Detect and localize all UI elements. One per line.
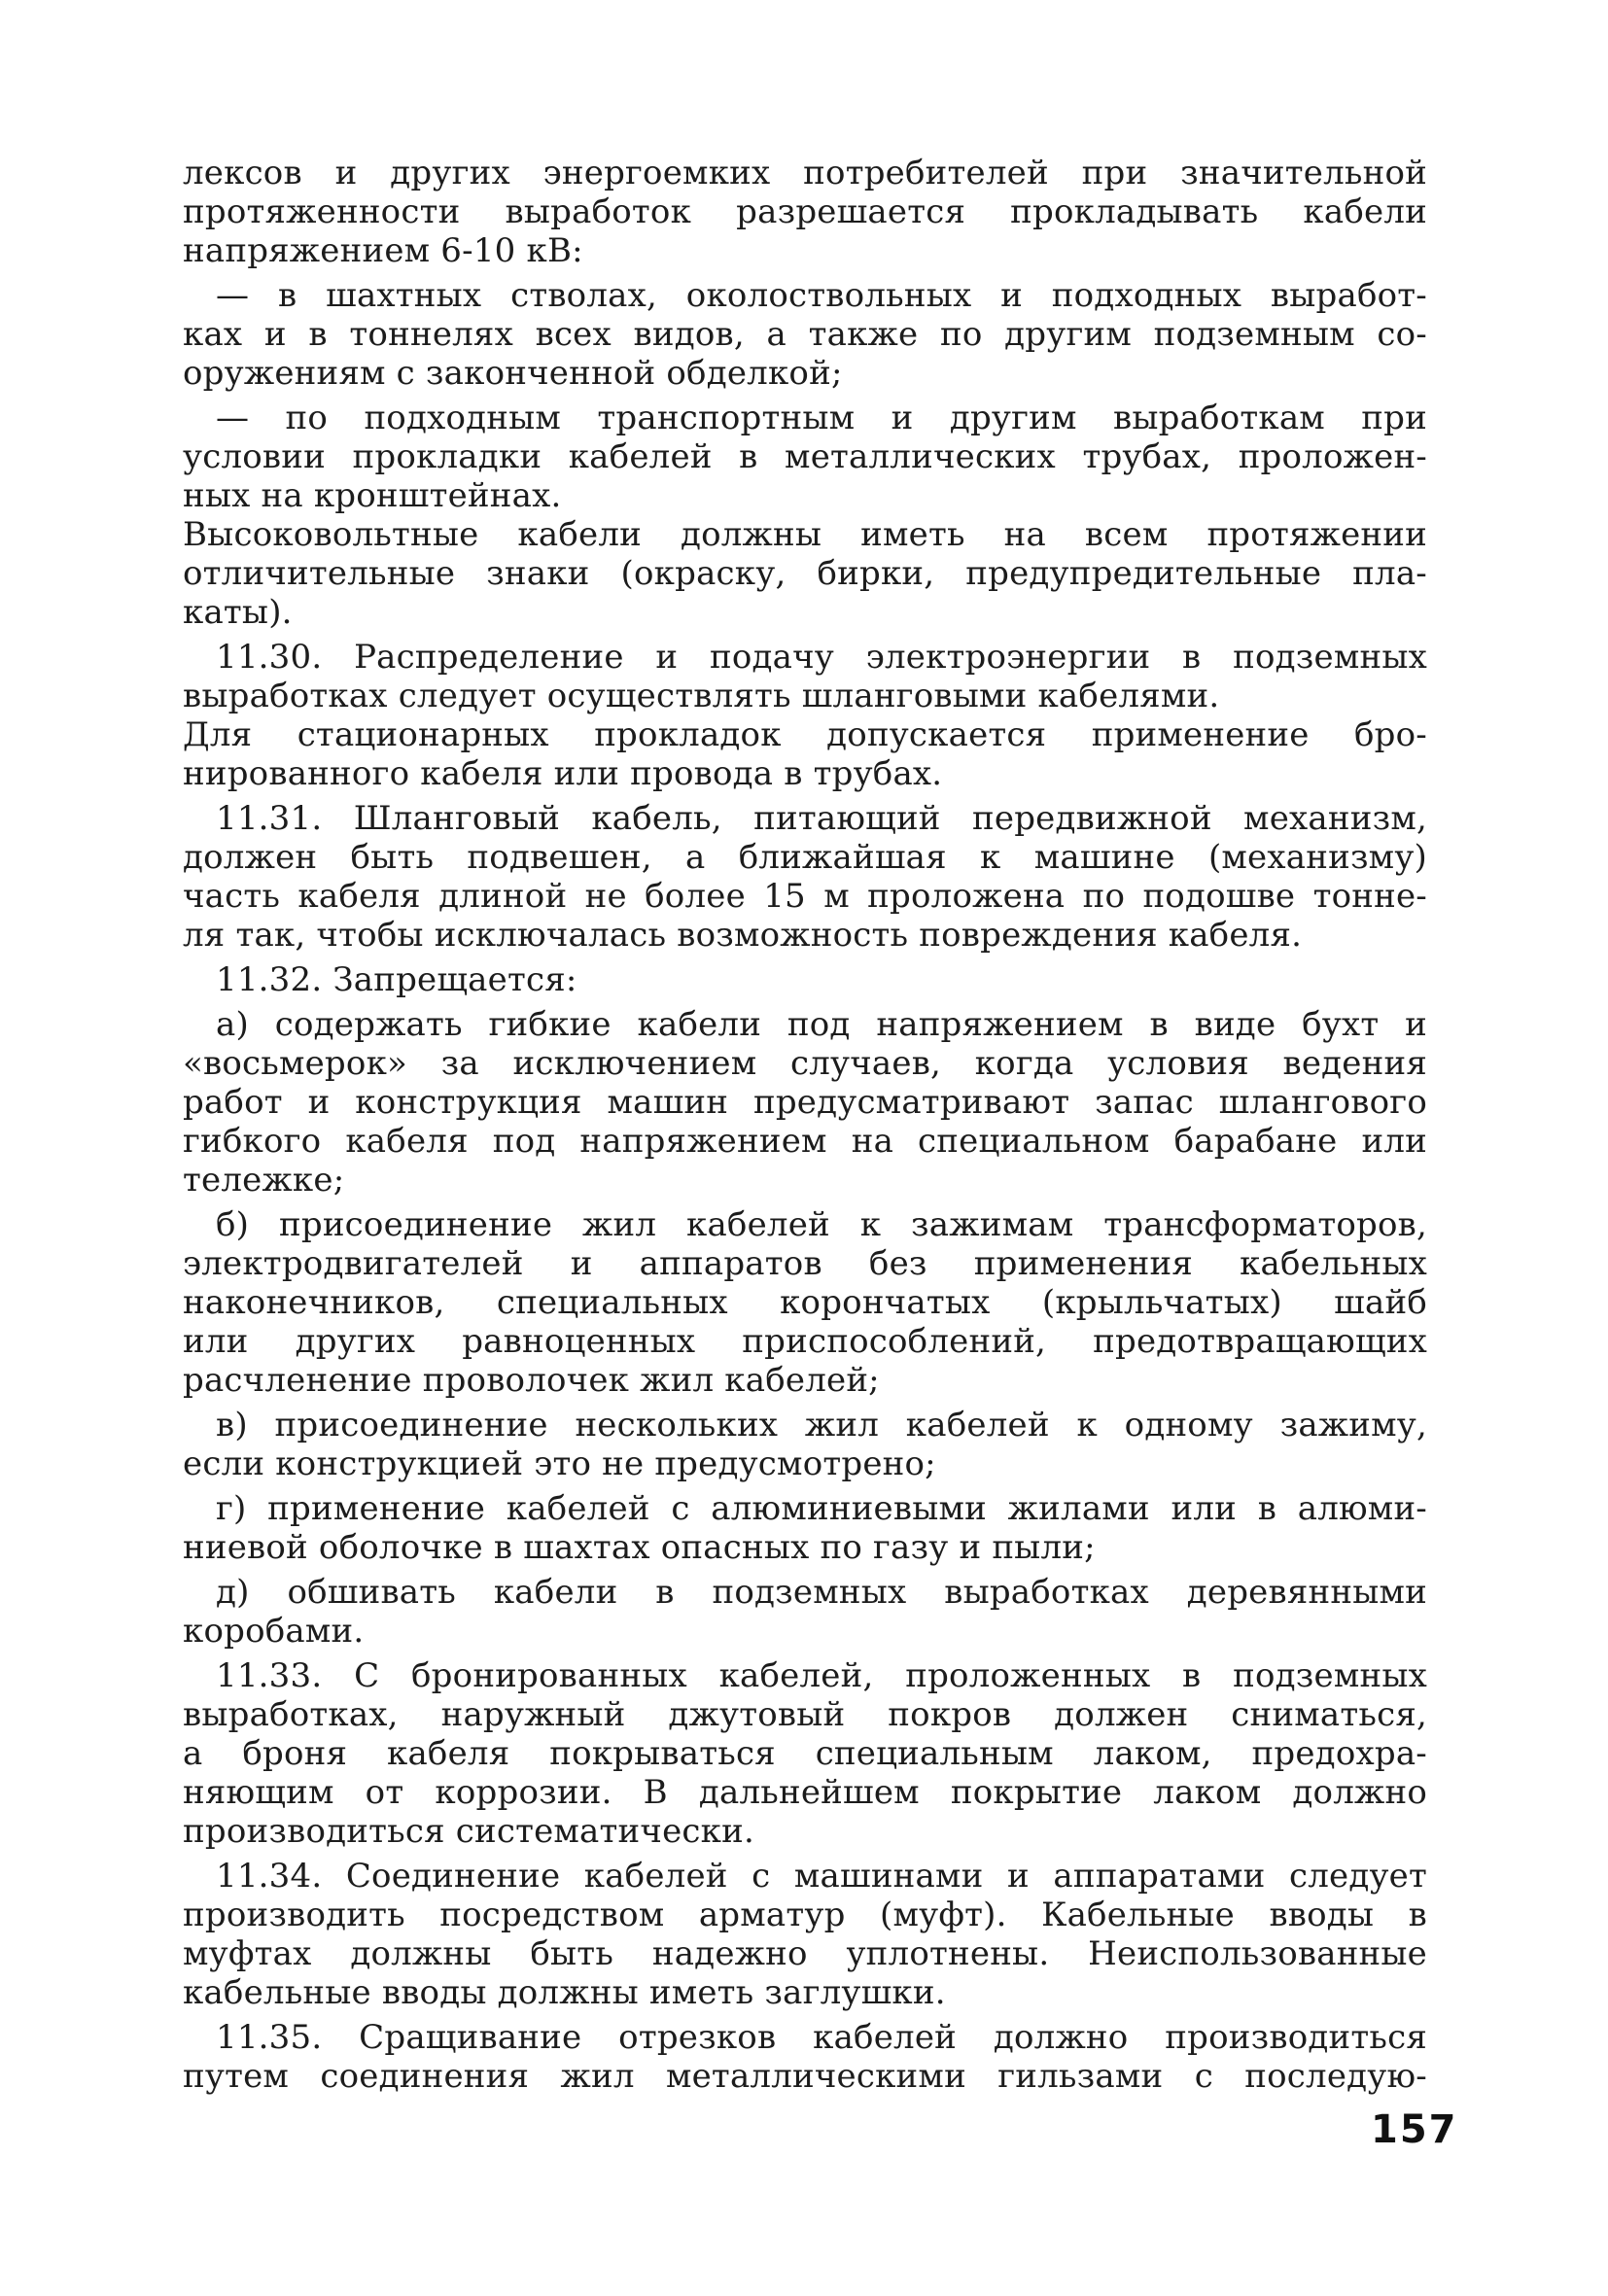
text-line: наконечников, специальных корончатых (крыльчатых) шайб: [183, 1283, 1427, 1322]
text-line: гибкого кабеля под напряжением на специальном барабане или: [183, 1122, 1427, 1161]
text-line: нированного кабеля или провода в трубах.: [183, 754, 943, 793]
text-line: протяженности выработок разрешается прокладывать кабели: [183, 192, 1427, 231]
text-line: ках и в тоннелях всех видов, а также по другим подземным со-: [183, 315, 1427, 354]
text-line: оружениям с законченной обделкой;: [183, 354, 843, 393]
text-line: отличительные знаки (окраску, бирки, предупредительные пла-: [183, 554, 1427, 593]
text-line: кабельные вводы должны иметь заглушки.: [183, 1973, 946, 2012]
text-line: — по подходным транспортным и другим выработкам при: [216, 399, 1427, 437]
text-line: расчленение проволочек жил кабелей;: [183, 1361, 880, 1400]
text-line: «восьмерок» за исключением случаев, когда условия ведения: [183, 1044, 1427, 1083]
text-line: коробами.: [183, 1612, 365, 1651]
text-line: напряжением 6-10 кВ:: [183, 231, 583, 270]
text-line: каты).: [183, 593, 293, 632]
text-line: г) применение кабелей с алюминиевыми жилами или в алюми-: [216, 1489, 1427, 1528]
text-line: б) присоединение жил кабелей к зажимам трансформаторов,: [216, 1205, 1427, 1244]
text-line: муфтах должны быть надежно уплотнены. Неиспользованные: [183, 1934, 1427, 1973]
text-line: 11.34. Соединение кабелей с машинами и аппаратами следует: [216, 1857, 1427, 1896]
text-line: Для стационарных прокладок допускается применение бро-: [183, 715, 1427, 754]
text-line: тележке;: [183, 1161, 345, 1200]
text-line: Высоковольтные кабели должны иметь на всем протяжении: [183, 515, 1427, 554]
text-line: работ и конструкция машин предусматривают запас шлангового: [183, 1083, 1427, 1122]
text-line: а) содержать гибкие кабели под напряжением в виде бухт и: [216, 1005, 1427, 1044]
text-line: электродвигателей и аппаратов без применения кабельных: [183, 1244, 1427, 1283]
text-line: часть кабеля длиной не более 15 м проложена по подошве тонне-: [183, 877, 1427, 916]
text-line: если конструкцией это не предусмотрено;: [183, 1444, 936, 1483]
text-line: путем соединения жил металлическими гильзами с последую-: [183, 2057, 1427, 2096]
text-line: производить посредством арматур (муфт). Кабельные вводы в: [183, 1896, 1427, 1934]
text-line: ных на кронштейнах.: [183, 476, 562, 515]
page-body: [183, 154, 1427, 2096]
text-line: в) присоединение нескольких жил кабелей к одному зажиму,: [216, 1406, 1427, 1444]
text-line: — в шахтных стволах, околоствольных и подходных выработ-: [216, 276, 1427, 315]
text-line: а броня кабеля покрываться специальным лаком, предохра-: [183, 1734, 1427, 1773]
text-line: д) обшивать кабели в подземных выработках деревянными: [216, 1573, 1427, 1612]
text-line: выработках, наружный джутовый покров должен сниматься,: [183, 1695, 1427, 1734]
text-line: няющим от коррозии. В дальнейшем покрытие лаком должно: [183, 1773, 1427, 1812]
text-line: ниевой оболочке в шахтах опасных по газу и пыли;: [183, 1528, 1096, 1567]
text-line: условии прокладки кабелей в металлических трубах, проложен-: [183, 437, 1427, 476]
text-line: производиться систематически.: [183, 1812, 754, 1851]
text-line: выработках следует осуществлять шланговыми кабелями.: [183, 677, 1220, 715]
text-line: 11.31. Шланговый кабель, питающий передвижной механизм,: [216, 799, 1427, 838]
page-number: 157: [1371, 2107, 1458, 2152]
text-line: ля так, чтобы исключалась возможность повреждения кабеля.: [183, 916, 1303, 955]
text-line: 11.33. С бронированных кабелей, проложенных в подземных: [216, 1656, 1427, 1695]
text-line: лексов и других энергоемких потребителей при значительной: [183, 154, 1427, 192]
text-line: или других равноценных приспособлений, предотвращающих: [183, 1322, 1427, 1361]
text-line: должен быть подвешен, а ближайшая к машине (механизму): [183, 838, 1427, 877]
text-line: 11.30. Распределение и подачу электроэнергии в подземных: [216, 638, 1427, 677]
text-line: 11.32. Запрещается:: [216, 960, 577, 999]
text-line: 11.35. Сращивание отрезков кабелей должно производиться: [216, 2018, 1427, 2057]
